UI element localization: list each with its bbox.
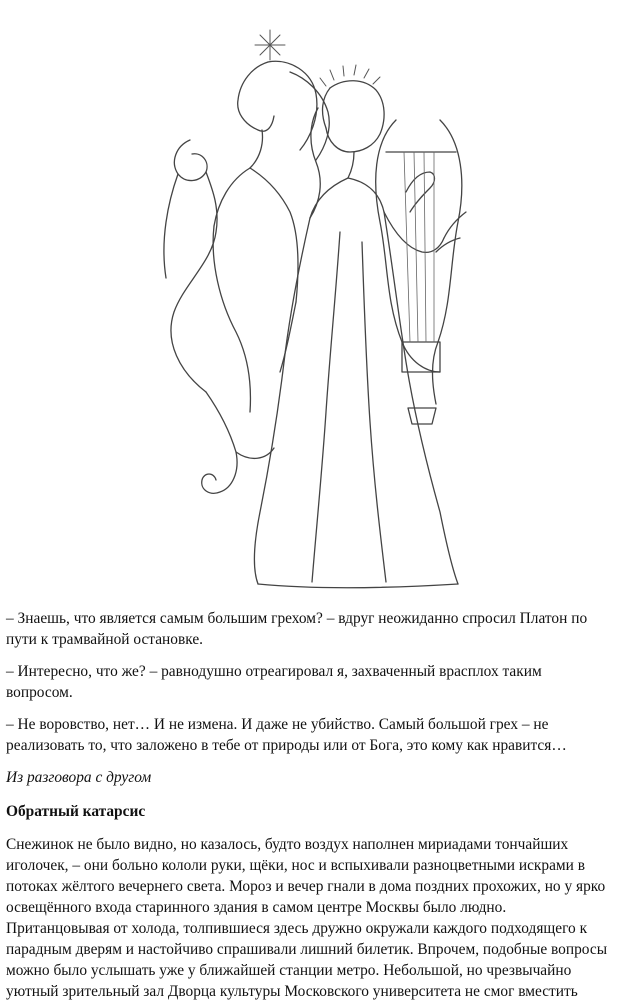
- dialogue-line-2: – Интересно, что же? – равнодушно отреагировал я, захваченный врасплох таким вопросом.: [6, 663, 542, 701]
- section-title: Обратный катарсис: [6, 803, 146, 820]
- dialogue-line-1: – Знаешь, что является самым большим грехом? – вдруг неожиданно спросил Платон по пути к трамвайной остановке.: [6, 610, 588, 648]
- dialogue-line-3: – Не воровство, нет… И не измена. И даже не убийство. Самый большой грех – не реализовать то, что заложено в тебе от природы или от Бога, это кому как нравится…: [6, 716, 567, 754]
- text-block: [6, 608, 612, 1002]
- epigraph-source: Из разговора с другом: [6, 769, 152, 786]
- sketch-two-figures-with-lyre-icon: [140, 12, 480, 590]
- body-paragraph: Снежинок не было видно, но казалось, будто воздух наполнен мириадами тончайших иголочек, – они больно кололи руки, щёки, нос и вспыхивали разноцветными искрами в потоках жёлтого вечернего света. Мороз и вечер гнали в дома поздних прохожих, но у ярко освещённого входа старинного здания в самом центре Москвы было людно. Пританцовывая от холода, толпившиеся здесь дружно окружали каждого подходящего к парадным дверям и настойчиво спрашивали лишний билетик. Впрочем, подобные вопросы можно было услышать уже у ближайшей станции метро. Небольшой, но чрезвычайно уютный зрительный зал Дворца культуры Московского университета не смог вместить: [6, 836, 608, 1000]
- sketch-illustration: [140, 12, 480, 590]
